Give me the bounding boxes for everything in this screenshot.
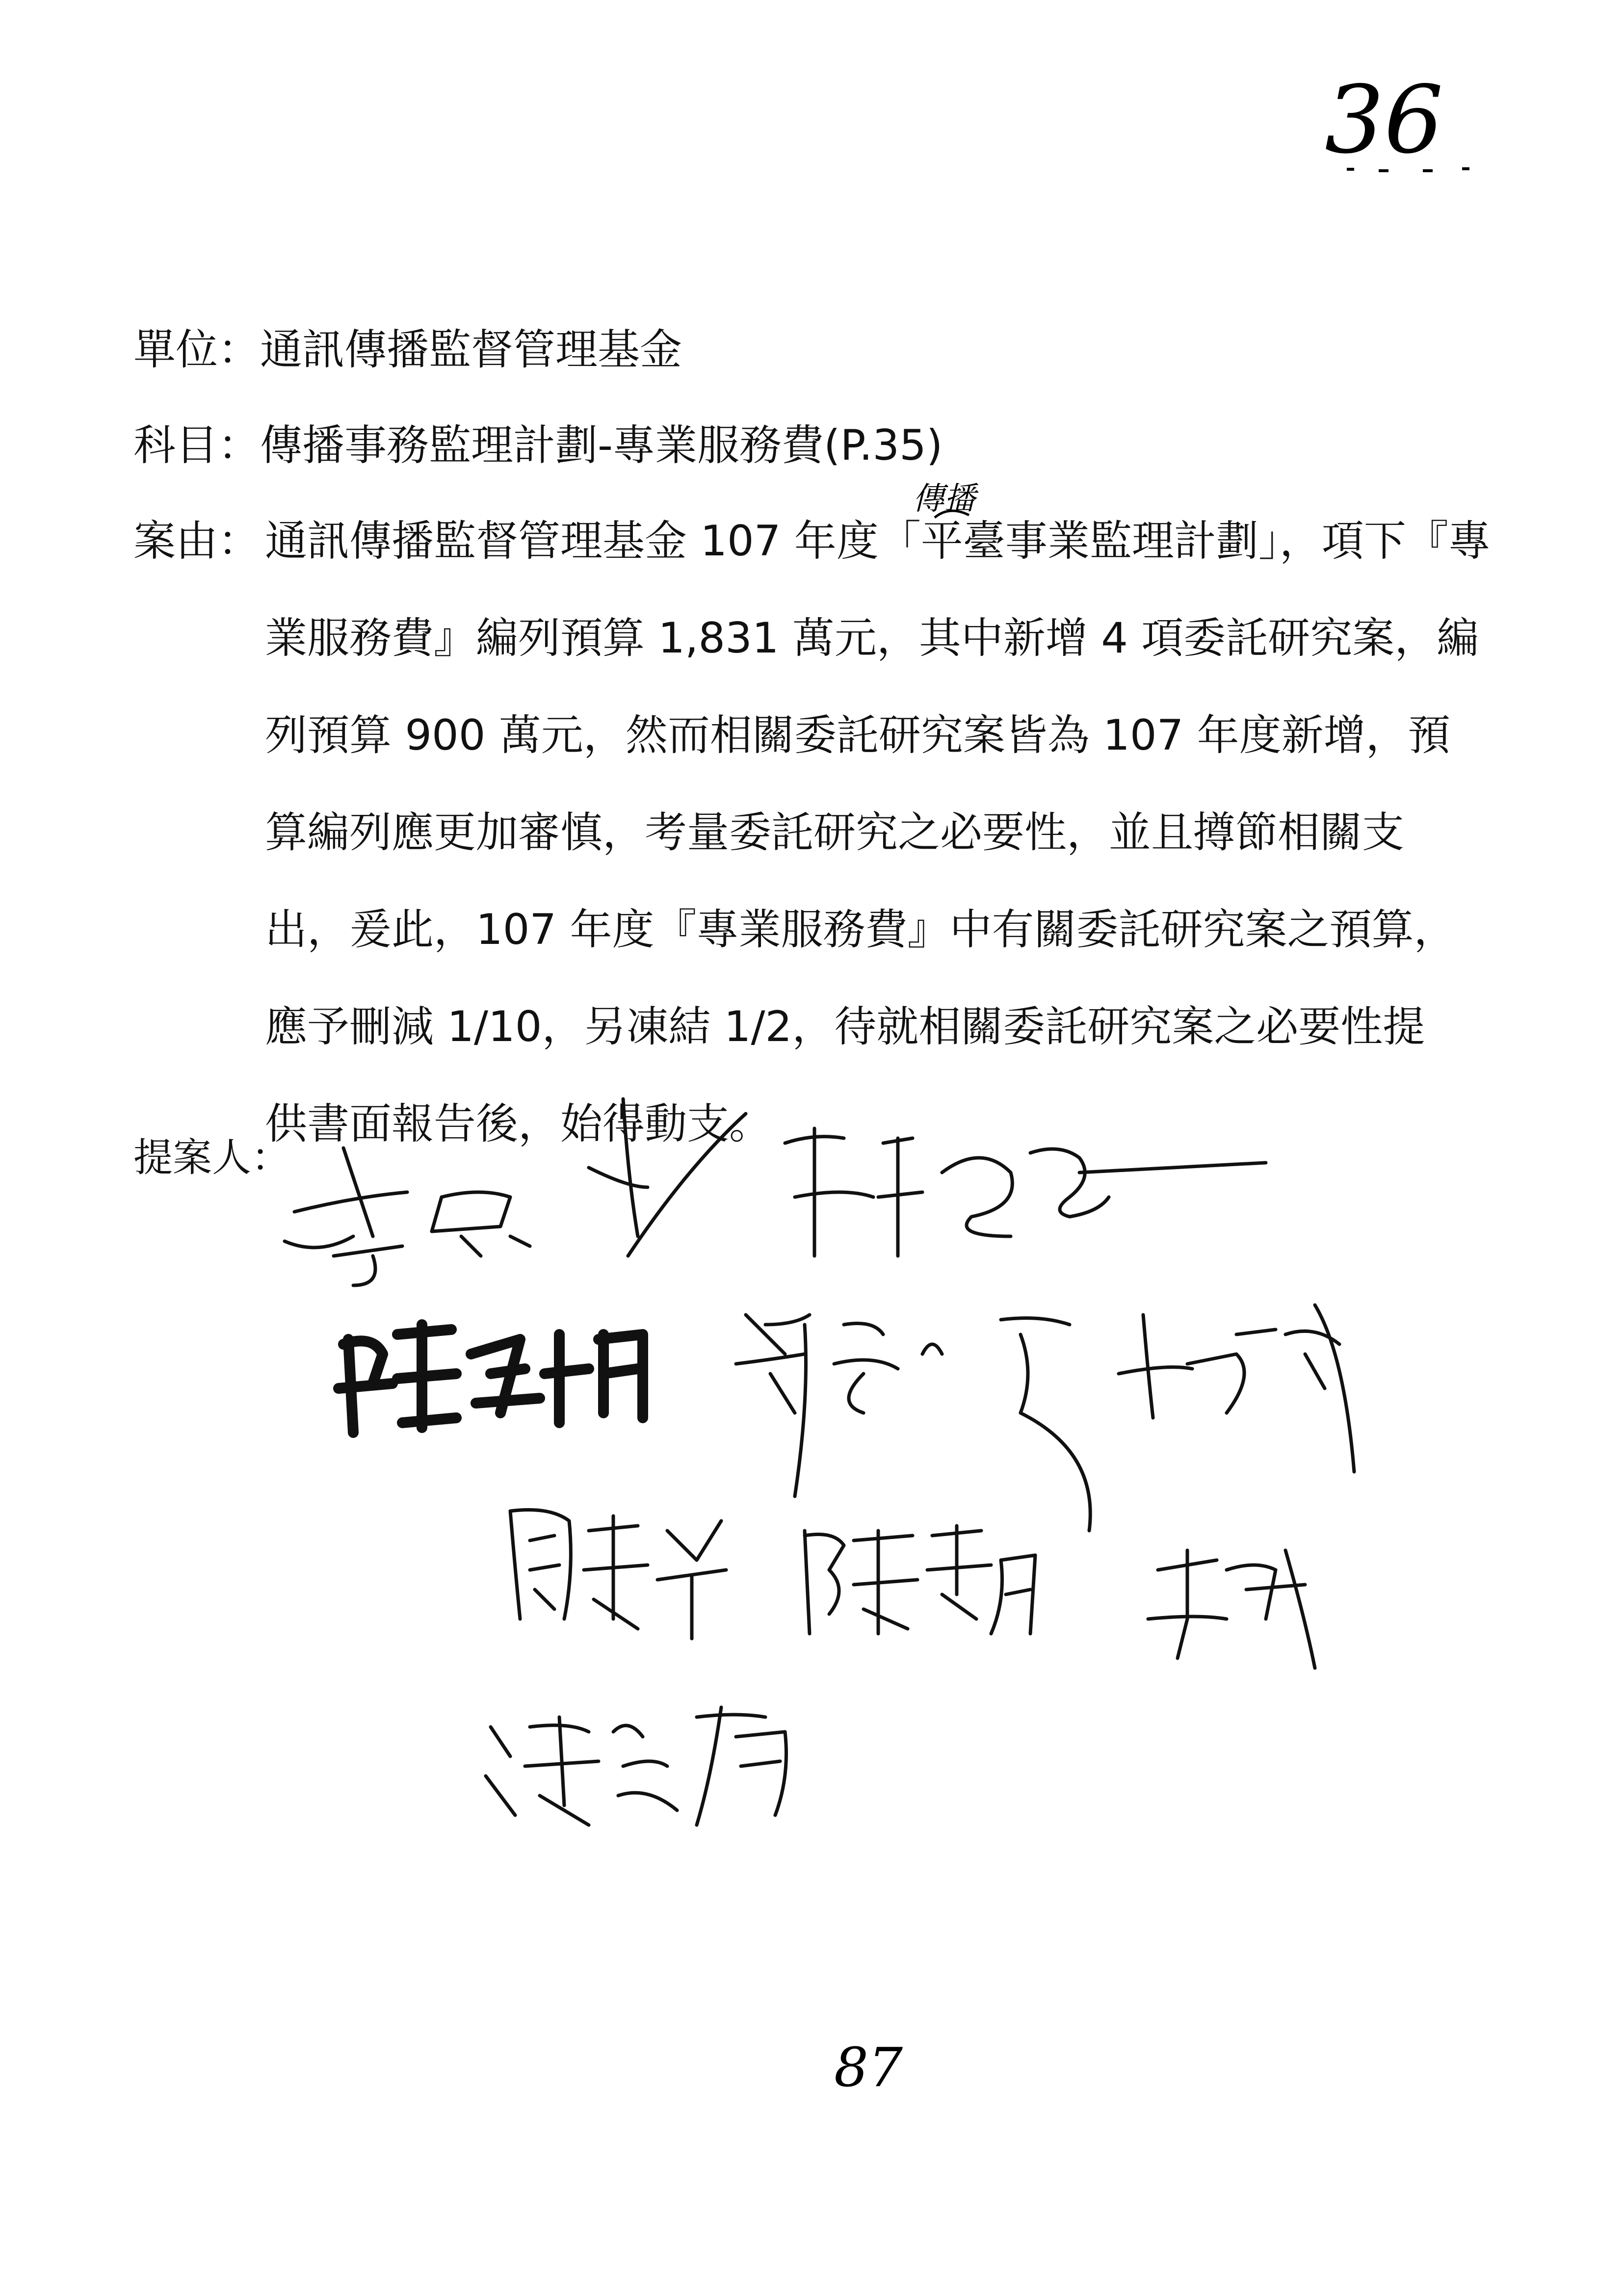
- case-line-5: 出，爰此，107 年度『專業服務費』中有關委託研究案之預算，: [265, 905, 1456, 954]
- subject-value: 傳播事務監理計劃-專業服務費(P.35): [260, 421, 943, 470]
- handwritten-insert-correction: 傳播: [913, 481, 975, 517]
- handwritten-bottom-number: 87: [834, 2036, 903, 2099]
- signature-5: [1119, 1305, 1354, 1472]
- case-line-4: 算編列應更加審慎，考量委託研究之必要性，並且撙節相關支: [265, 808, 1404, 857]
- unit-value: 通訊傳播監督管理基金: [260, 325, 682, 374]
- proposer-label: 提案人：: [133, 1135, 290, 1180]
- signature-2: [785, 1128, 1266, 1256]
- handwritten-page-number: 36: [1325, 66, 1443, 174]
- signature-7: [805, 1526, 1035, 1634]
- case-line-2: 業服務費』編列預算 1,831 萬元，其中新增 4 項委託研究案，編: [265, 614, 1479, 663]
- case-line-7: 供書面報告後，始得動支。: [265, 1099, 771, 1148]
- signature-6: [510, 1510, 726, 1639]
- signature-1: [285, 1099, 746, 1285]
- signature-4: [736, 1315, 1090, 1531]
- case-line-1: 通訊傳播監督管理基金 107 年度「平臺事業監理計劃」，項下『專: [265, 517, 1491, 566]
- subject-label: 科目：: [133, 421, 260, 470]
- case-line-3: 列預算 900 萬元，然而相關委託研究案皆為 107 年度新增，預: [265, 711, 1450, 760]
- unit-label: 單位：: [133, 325, 260, 374]
- signature-9: [486, 1707, 786, 1825]
- case-line-6: 應予刪減 1/10，另凍結 1/2，待就相關委託研究案之必要性提: [265, 1002, 1425, 1051]
- case-label: 案由：: [133, 517, 260, 566]
- signature-8: [1148, 1550, 1315, 1668]
- signature-3: [339, 1325, 643, 1433]
